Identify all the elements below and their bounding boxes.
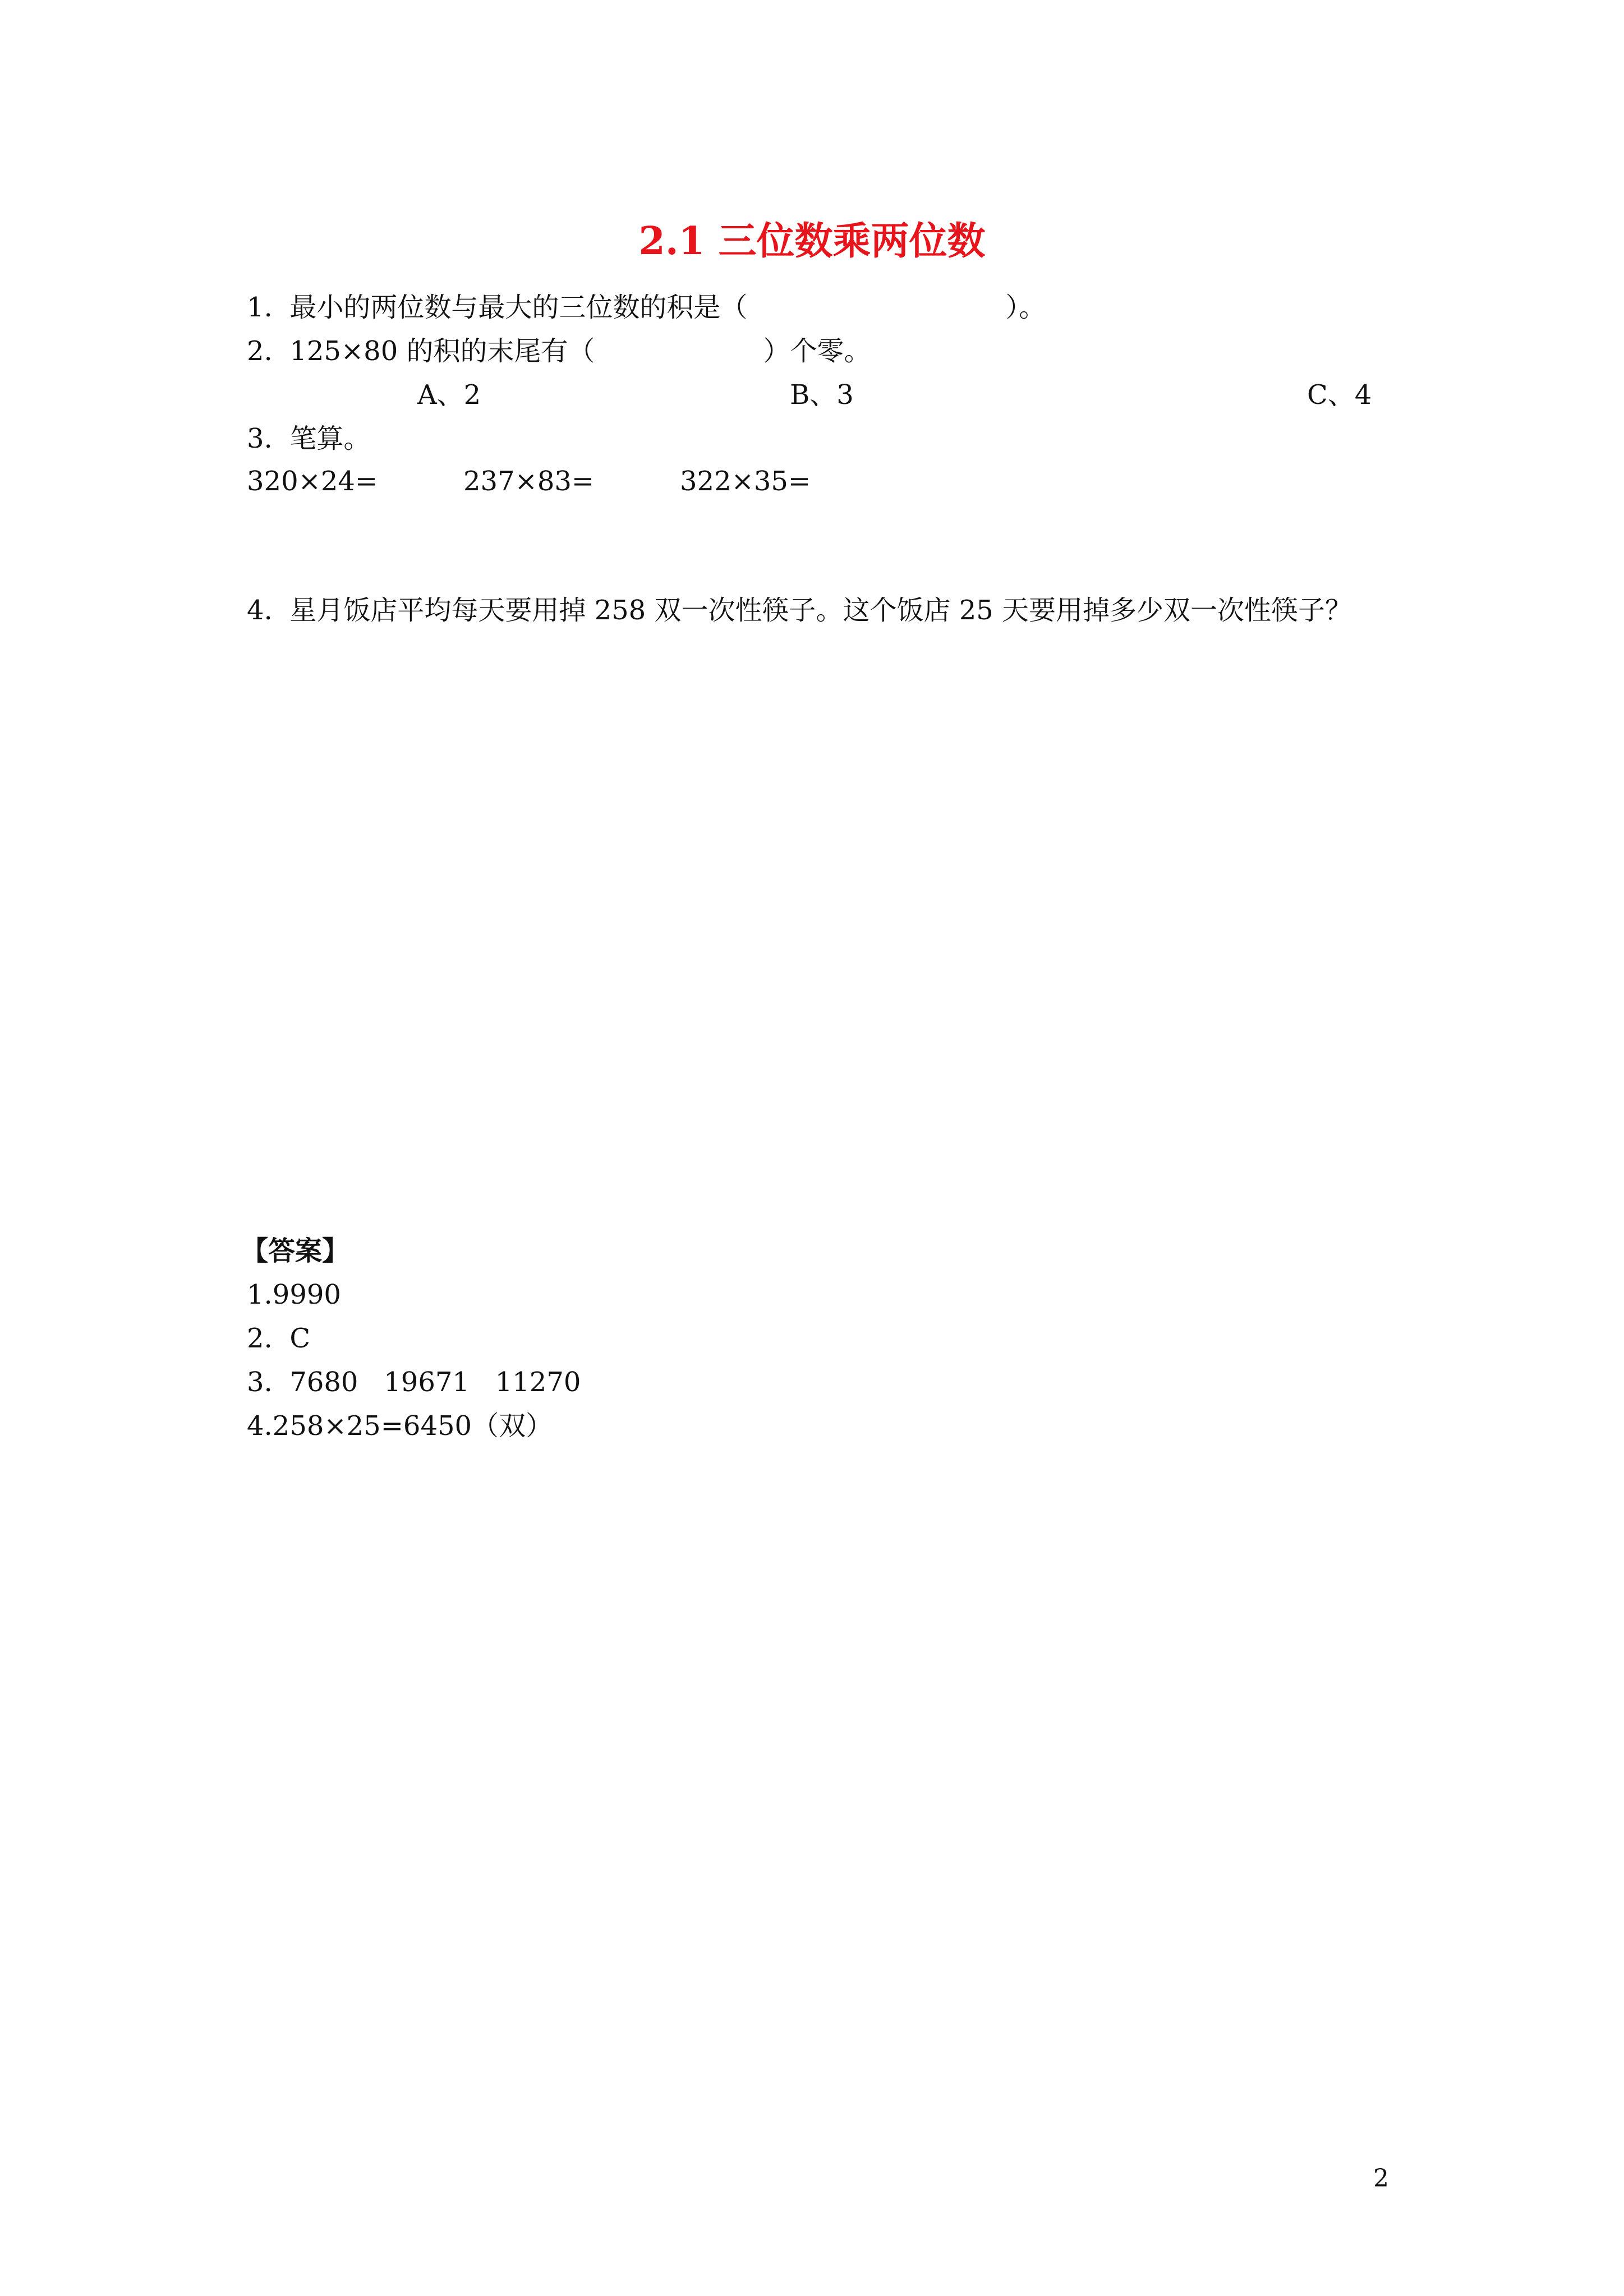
option-c: C、4 (1307, 379, 1372, 411)
question-1 (247, 291, 1046, 324)
option-b: B、3 (790, 379, 854, 411)
answer-4: 4.258×25=6450（双） (247, 1410, 553, 1442)
calc-item-3: 322×35= (680, 466, 811, 497)
page-title: 2.1 三位数乘两位数 (638, 219, 986, 264)
question-4: 4. 星月饭店平均每天要用掉 258 双一次性筷子。这个饭店 25 天要用掉多少双一次性筷子？ (247, 595, 1352, 626)
calc-item-2: 237×83= (463, 466, 595, 497)
answer-2: 2. C (247, 1323, 311, 1354)
question-1-end: ）。 (1005, 292, 1046, 323)
question-2-text: 2. 125×80 的积的末尾有（ (247, 335, 595, 367)
answer-3: 3. 7680 19671 11270 (247, 1366, 581, 1398)
option-a: A、2 (417, 379, 481, 411)
question-1-text: 1. 最小的两位数与最大的三位数的积是（ (247, 292, 748, 323)
answers-heading: 【答案】 (241, 1235, 349, 1267)
calc-item-1: 320×24= (247, 466, 378, 497)
question-2-end: ）个零。 (763, 335, 871, 367)
question-2 (247, 334, 871, 368)
question-3: 3. 笔算。 (247, 423, 371, 454)
page-number: 2 (1373, 2164, 1389, 2193)
answer-1: 1.9990 (247, 1279, 341, 1310)
